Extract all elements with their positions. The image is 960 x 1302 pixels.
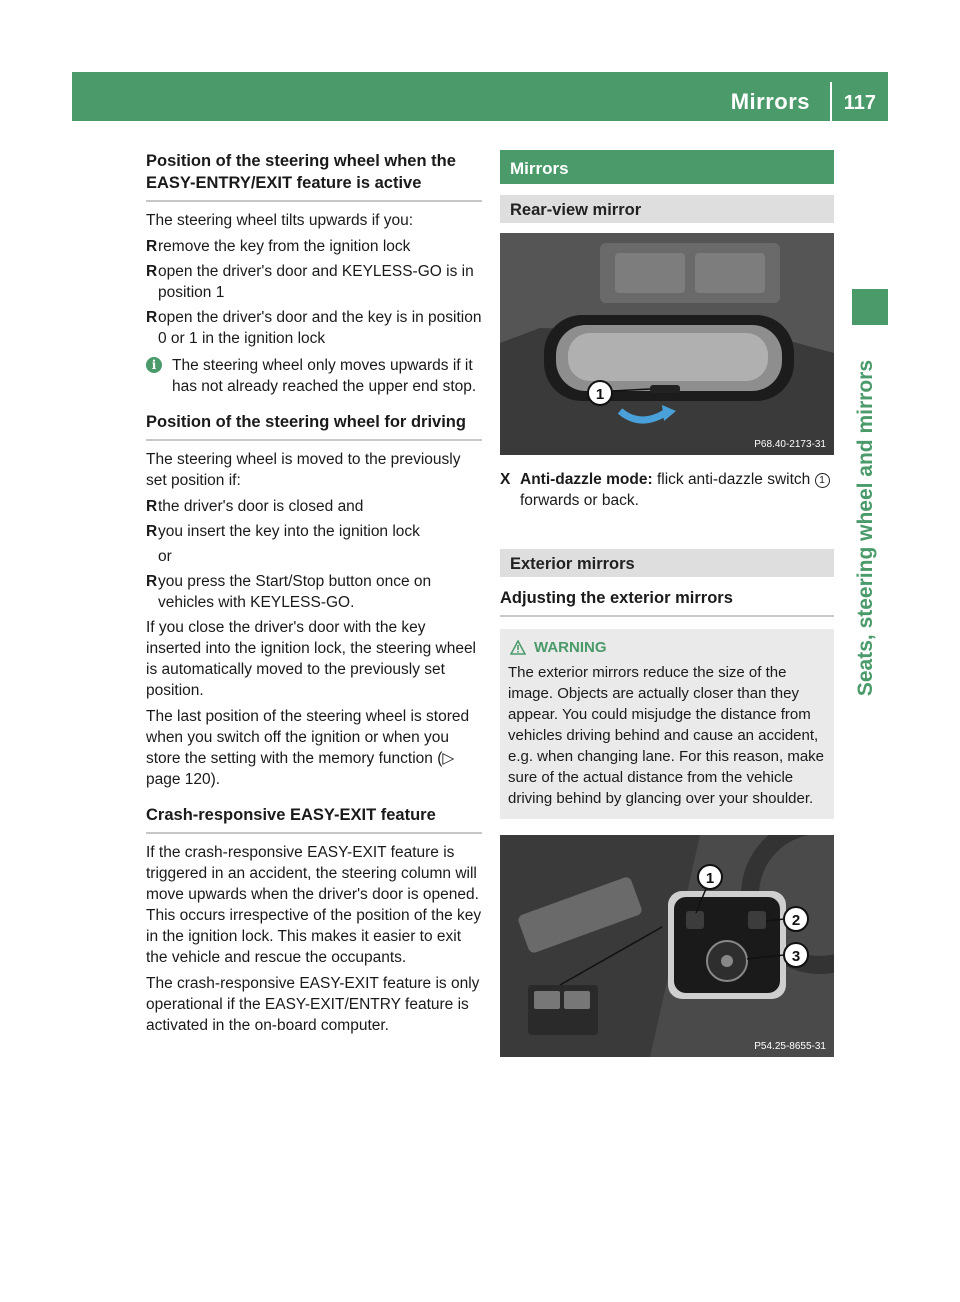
- info-text: The steering wheel only moves upwards if it has not already reached the upper end stop.: [172, 357, 477, 395]
- list-text: remove the key from the ignition lock: [158, 238, 411, 255]
- paragraph: The crash-responsive EASY-EXIT feature is only operational if the EASY-EXIT/ENTRY feature is activated in the on-board computer.: [146, 975, 480, 1034]
- list-text: you insert the key into the ignition lock: [158, 523, 420, 540]
- photo-code: P54.25-8655-31: [754, 1041, 826, 1052]
- warning-box: [500, 629, 834, 819]
- list-text: you press the Start/Stop button once on vehicles with KEYLESS-GO.: [158, 573, 432, 611]
- step-text-b: forwards or back.: [520, 492, 639, 509]
- paragraph: If you close the driver's door with the key inserted into the ignition lock, the steering wheel is automatically moved to the previously set position.: [146, 619, 477, 699]
- list-text: open the driver's door and KEYLESS-GO is in position 1: [158, 263, 474, 301]
- info-note: [146, 355, 482, 397]
- warning-text: The exterior mirrors reduce the size of the image. Objects are actually closer than they appear. You could misjudge the distance from vehicles driving behind and cause an accident, e.g. when changing lane. For this reason, make sure of the actual distance from the vehicle driving behind by glancing over your shoulder.: [508, 664, 825, 807]
- list-text: the driver's door is closed and: [158, 498, 364, 515]
- callout-3: 3: [791, 948, 801, 965]
- door-controls-photo: [500, 835, 834, 1057]
- paragraph: The last position of the steering wheel is stored when you switch off the ignition or when you store the setting with the memory function (▷ page 120).: [146, 708, 470, 788]
- side-tab-label: Seats, steering wheel and mirrors: [854, 360, 877, 697]
- header-separator: [830, 82, 832, 121]
- subsection-heading: Exterior mirrors: [500, 549, 834, 577]
- step-callout: 1: [815, 473, 830, 488]
- list-item: R remove the key from the ignition lock: [146, 238, 411, 255]
- list-or: or: [158, 548, 172, 565]
- section-heading: Crash-responsive EASY-EXIT feature: [146, 804, 482, 834]
- instruction-step: [500, 469, 834, 511]
- warning-triangle-icon: [510, 640, 526, 655]
- header-title: Mirrors: [730, 89, 810, 114]
- list-item: R the driver's door is closed and: [146, 498, 364, 515]
- section-heading: Position of the steering wheel for driving: [146, 411, 482, 441]
- callout-1: 1: [595, 386, 605, 403]
- photo-code: P68.40-2173-31: [754, 439, 826, 450]
- header-bar: [72, 72, 888, 121]
- page-number: 117: [843, 92, 876, 114]
- warning-header: [508, 637, 826, 658]
- door-illustration: [500, 835, 834, 1057]
- callout-2: 2: [791, 912, 801, 929]
- list-item: R you insert the key into the ignition lock: [146, 523, 420, 540]
- mirror-illustration: [500, 233, 834, 455]
- chapter-heading: Mirrors: [500, 150, 834, 184]
- paragraph: If the crash-responsive EASY-EXIT feature is triggered in an accident, the steering column will move upwards when the driver's door is opened. This occurs irrespective of the position of the key in the ignition lock. This makes it easier to exit the vehicle and rescue the occupants.: [146, 844, 482, 966]
- subsection-heading: Rear-view mirror: [500, 195, 834, 223]
- callout-1: 1: [705, 870, 715, 887]
- step-arrow-icon: X: [500, 471, 511, 488]
- paragraph: The steering wheel tilts upwards if you:: [146, 212, 414, 229]
- left-column: [146, 150, 482, 1041]
- section-heading: Position of the steering wheel when the EASY-ENTRY/EXIT feature is active: [146, 150, 482, 202]
- step-label: Anti-dazzle mode:: [520, 471, 653, 488]
- list-item: R you press the Start/Stop button once on vehicles with KEYLESS-GO.: [146, 571, 482, 613]
- list-item: R open the driver's door and the key is in position 0 or 1 in the ignition lock: [146, 309, 482, 347]
- step-text: [520, 469, 834, 511]
- section-heading: Adjusting the exterior mirrors: [500, 587, 834, 617]
- paragraph: The steering wheel is moved to the previously set position if:: [146, 451, 461, 489]
- right-column: [500, 150, 834, 1057]
- info-icon: i: [146, 357, 162, 373]
- side-tab-marker: [852, 289, 888, 325]
- list-item: R open the driver's door and KEYLESS-GO is in position 1: [146, 261, 482, 303]
- warning-title: WARNING: [534, 639, 607, 656]
- rear-view-mirror-photo: [500, 233, 834, 455]
- list-text: open the driver's door and the key is in position 0 or 1 in the ignition lock: [158, 309, 482, 347]
- step-text-a: flick anti-dazzle switch: [656, 471, 811, 488]
